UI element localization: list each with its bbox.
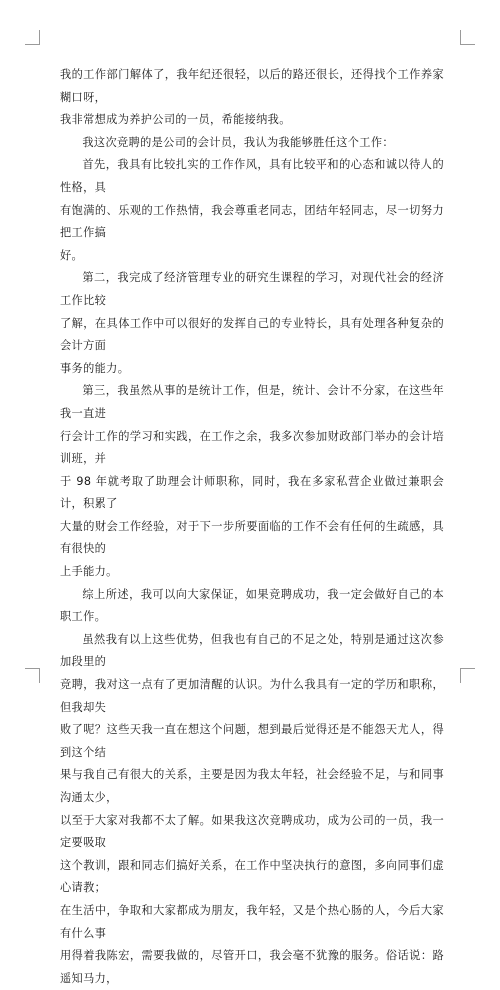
paragraph-7: 虽然我有以上这些优势，但我也有自己的不足之处，特别是通过这次参加段里的 竞聘，我对这一点有了更加清醒的认识。为什么我具有一定的学历和职称，但我却失 败了呢？这些天我一直在想这个问题，想到最后觉得还是不能怨天尤人，得到这个结 果与我自己有很大的关系，主要是因为我太年轻，社会经验不足，与和同事沟通太少， 以至于大家对我都不太了解。如果我这次竞聘成功，成为公司的一员，我一定要吸取 这个教训，跟和同志们搞好关系，在工作中坚决执行的意图，多向同事们虚心请教； 在生活中，争取和大家都成为朋友，我年轻，又是个热心肠的人，今后大家有什么事 用得着我陈宏，需要我做的，尽管开口，我会毫不犹豫的服务。俗话说：路遥知马力，	[60, 632, 444, 985]
paragraph-6: 综上所述，我可以向大家保证，如果竞聘成功，我一定会做好自己的本职工作。	[60, 587, 444, 624]
crop-mark-top-left	[25, 30, 40, 45]
paragraph-3: 首先，我具有比较扎实的工作作风，具有比较平和的心态和诚以待人的性格，具 有饱满的、乐观的工作热情，我会尊重老同志，团结年轻同志，尽一切努力把工作搞 好。	[60, 158, 444, 262]
paragraph-4: 第二，我完成了经济管理专业的研究生课程的学习，对现代社会的经济工作比较 了解，在具体工作中可以很好的发挥自己的专业特长，具有处理各种复杂的会计方面 事务的能力。	[60, 271, 444, 375]
paragraph-1: 我的工作部门解体了，我年纪还很轻，以后的路还很长，还得找个工作养家糊口呀， 我非常想成为养护公司的一员，希能接纳我。	[60, 68, 444, 127]
crop-mark-bottom-left	[25, 668, 40, 683]
crop-mark-top-right	[460, 30, 475, 45]
paragraph-2: 我这次竞聘的是公司的会计员，我认为我能够胜任这个工作：	[82, 135, 394, 149]
paragraph-5: 第三，我虽然从事的是统计工作，但是，统计、会计不分家，在这些年我一直进 行会计工作的学习和实践，在工作之余，我多次参加财政部门举办的会计培训班，并 于 98 年就考取了助理会计师职称，同时，我在多家私营企业做过兼职会计，积累了 大量的财会工作经验，对于下一步所要面临的工作不会有任何的生疏感，具有很快的 上手能力。	[60, 384, 444, 579]
document-body	[60, 64, 444, 990]
crop-mark-bottom-right	[460, 668, 475, 683]
